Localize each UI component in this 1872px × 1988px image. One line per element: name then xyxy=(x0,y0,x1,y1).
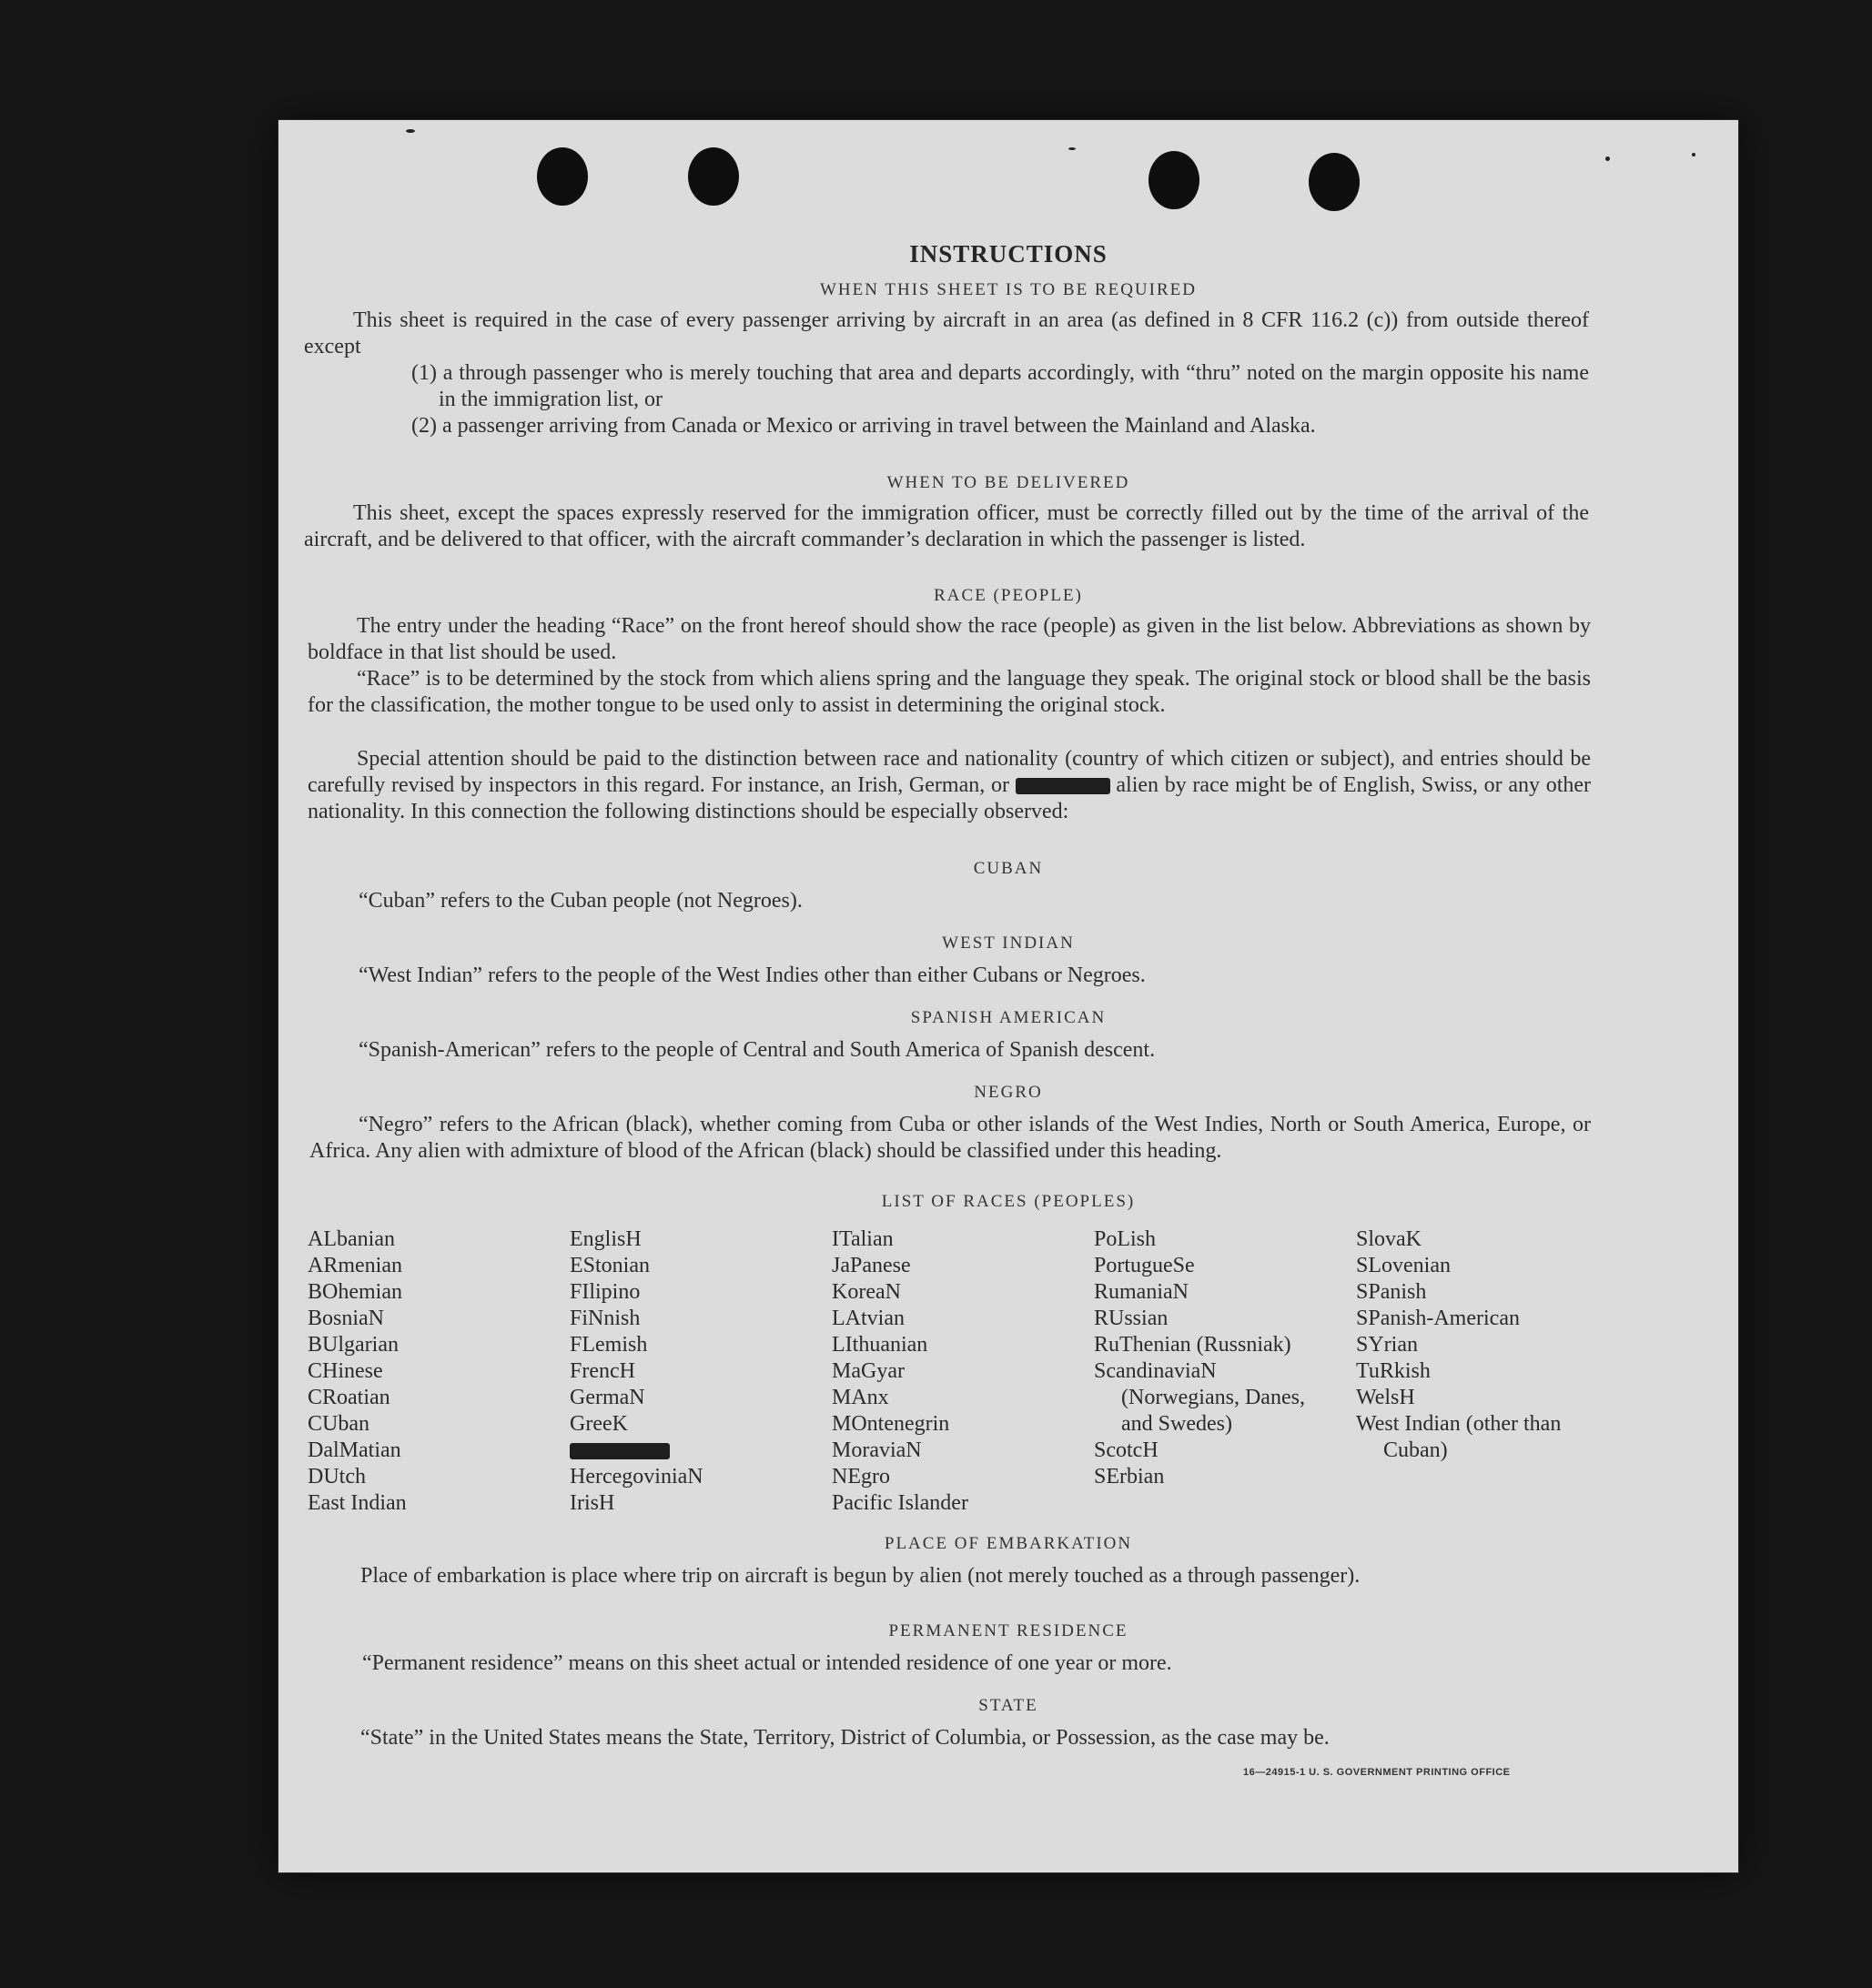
race-entry: GreeK xyxy=(570,1412,628,1436)
heading-race: RACE (PEOPLE) xyxy=(934,586,1083,605)
race-entry: NEgro xyxy=(832,1465,890,1488)
paragraph-race-3: Special attention should be paid to the distinction between race and nationality (country of which citizen or subject), and entries should be carefully revised by inspectors in this regard. For instance, an Irish, German, or alien by race might be of English, Swiss, or any other nationality. In this connection the following distinctions should be especially observed: xyxy=(308,747,1592,823)
race-entry: ScotcH xyxy=(1094,1438,1159,1462)
race-entry: FrencH xyxy=(570,1359,635,1383)
race-entry: EnglisH xyxy=(570,1227,642,1251)
redaction-mark xyxy=(1016,778,1110,794)
race-entry: Pacific Islander xyxy=(832,1491,968,1515)
exception-item-1: (1) a through passenger who is merely touching that area and departs accordingly, with “thru” noted on the margin opposite his name in the immigration list, or xyxy=(411,361,1589,411)
paragraph-when-required: This sheet is required in the case of every passenger arriving by aircraft in an area (as defined in 8 CFR 116.2 (c)) from outside thereof except xyxy=(304,308,1589,358)
race-entry: BosniaN xyxy=(308,1307,384,1330)
race-entry: ALbanian xyxy=(308,1227,395,1251)
punch-hole xyxy=(688,147,739,206)
paragraph-spanish-american: “Spanish-American” refers to the people of Central and South America of Spanish descent. xyxy=(359,1038,1156,1062)
paragraph-permanent-residence: “Permanent residence” means on this sheet actual or intended residence of one year or more. xyxy=(362,1651,1172,1675)
race-entry: ScandinaviaN (Norwegians, Danes, and Swedes) xyxy=(1094,1359,1305,1436)
races-column-5 xyxy=(1356,1226,1584,1464)
race-entry: SPanish xyxy=(1356,1280,1427,1304)
race-entry: EStonian xyxy=(570,1254,650,1277)
list-of-races xyxy=(308,1226,1618,1518)
race-entry: FLemish xyxy=(570,1333,648,1357)
race-entry: CHinese xyxy=(308,1359,383,1383)
punch-hole xyxy=(537,147,588,206)
race-entry: LAtvian xyxy=(832,1307,905,1330)
race-entry: FiNnish xyxy=(570,1307,641,1330)
paragraph-race-1: The entry under the heading “Race” on the front hereof should show the race (people) as given in the list below. Abbreviations as shown by boldface in that list should be used. xyxy=(308,614,1591,664)
heading-state: STATE xyxy=(978,1696,1038,1715)
race-entry: BUlgarian xyxy=(308,1333,399,1357)
race-entry: SLovenian xyxy=(1356,1254,1451,1277)
printer-imprint: 16—24915-1 U. S. GOVERNMENT PRINTING OFFICE xyxy=(1243,1767,1511,1778)
race-entry: SErbian xyxy=(1094,1465,1165,1488)
race-entry: HercegoviniaN xyxy=(570,1465,703,1488)
race-entry: PortugueSe xyxy=(1094,1254,1195,1277)
paragraph-cuban: “Cuban” refers to the Cuban people (not Negroes). xyxy=(359,889,803,913)
race-entry: IrisH xyxy=(570,1491,615,1515)
document-sheet xyxy=(278,120,1738,1872)
punch-hole xyxy=(1309,153,1360,211)
heading-list-of-races: LIST OF RACES (PEOPLES) xyxy=(881,1192,1136,1211)
race-entry: GermaN xyxy=(570,1386,645,1409)
race-entry: RuThenian (Russniak) xyxy=(1094,1333,1291,1357)
exception-item-2: (2) a passenger arriving from Canada or Mexico or arriving in travel between the Mainland and Alaska. xyxy=(411,414,1316,438)
race-entry: SPanish-American xyxy=(1356,1307,1520,1330)
race-entry: SlovaK xyxy=(1356,1227,1422,1251)
speck xyxy=(1605,156,1610,161)
race-entry: SYrian xyxy=(1356,1333,1418,1357)
race-entry: DalMatian xyxy=(308,1438,401,1462)
paragraph-west-indian: “West Indian” refers to the people of the West Indies other than either Cubans or Negroes. xyxy=(359,964,1146,987)
race-entry: RumaniaN xyxy=(1094,1280,1189,1304)
race-entry: MaGyar xyxy=(832,1359,905,1383)
race-entry: BOhemian xyxy=(308,1280,402,1304)
punch-hole xyxy=(1148,151,1199,209)
paragraph-embarkation: Place of embarkation is place where trip on aircraft is begun by alien (not merely touched as a through passenger). xyxy=(360,1564,1361,1588)
race-entry: DUtch xyxy=(308,1465,366,1488)
paragraph-race-2: “Race” is to be determined by the stock from which aliens spring and the language they speak. The original stock or blood shall be the basis for the classification, the mother tongue to be used only to assist in determining the original stock. xyxy=(308,667,1591,717)
race-entry: KoreaN xyxy=(832,1280,901,1304)
race-entry: ITalian xyxy=(832,1227,894,1251)
speck xyxy=(406,129,415,133)
races-column-2 xyxy=(570,1226,825,1517)
races-column-4 xyxy=(1094,1226,1340,1490)
paragraph-when-delivered: This sheet, except the spaces expressly reserved for the immigration officer, must be correctly filled out by the time of the arrival of the aircraft, and be delivered to that officer, with the aircraft commander’s declaration in which the passenger is listed. xyxy=(304,501,1589,551)
race-entry: LIthuanian xyxy=(832,1333,928,1357)
paragraph-state: “State” in the United States means the State, Territory, District of Columbia, or Possession, as the case may be. xyxy=(360,1726,1330,1750)
speck xyxy=(1068,147,1076,150)
heading-embarkation: PLACE OF EMBARKATION xyxy=(884,1534,1133,1553)
race-entry: ARmenian xyxy=(308,1254,402,1277)
race-entry: CUban xyxy=(308,1412,369,1436)
races-column-3 xyxy=(832,1226,1087,1517)
heading-permanent-residence: PERMANENT RESIDENCE xyxy=(888,1621,1128,1640)
race-entry: East Indian xyxy=(308,1491,407,1515)
speck xyxy=(1692,153,1695,156)
race-entry-redacted xyxy=(570,1438,825,1464)
race-entry: MoraviaN xyxy=(832,1438,922,1462)
heading-cuban: CUBAN xyxy=(973,859,1044,878)
heading-when-required: WHEN THIS SHEET IS TO BE REQUIRED xyxy=(820,280,1197,299)
race-entry: CRoatian xyxy=(308,1386,390,1409)
race-entry: West Indian (other than Cuban) xyxy=(1356,1412,1562,1462)
race-entry: MOntenegrin xyxy=(832,1412,950,1436)
race-entry: RUssian xyxy=(1094,1307,1169,1330)
race-entry: PoLish xyxy=(1094,1227,1157,1251)
heading-negro: NEGRO xyxy=(974,1083,1043,1102)
race-entry: FIlipino xyxy=(570,1280,641,1304)
race-entry: TuRkish xyxy=(1356,1359,1431,1383)
races-column-1 xyxy=(308,1226,562,1517)
paragraph-negro: “Negro” refers to the African (black), whether coming from Cuba or other islands of the West Indies, North or South America, Europe, or Africa. Any alien with admixture of blood of the African (black) should be classified under this heading. xyxy=(309,1113,1591,1163)
redaction-mark xyxy=(570,1443,670,1459)
race-entry: JaPanese xyxy=(832,1254,911,1277)
race-entry: WelsH xyxy=(1356,1386,1415,1409)
heading-when-delivered: WHEN TO BE DELIVERED xyxy=(886,473,1130,492)
race-entry: MAnx xyxy=(832,1386,889,1409)
page-title: INSTRUCTIONS xyxy=(909,240,1108,267)
heading-west-indian: WEST INDIAN xyxy=(942,933,1075,953)
heading-spanish-american: SPANISH AMERICAN xyxy=(910,1008,1107,1027)
